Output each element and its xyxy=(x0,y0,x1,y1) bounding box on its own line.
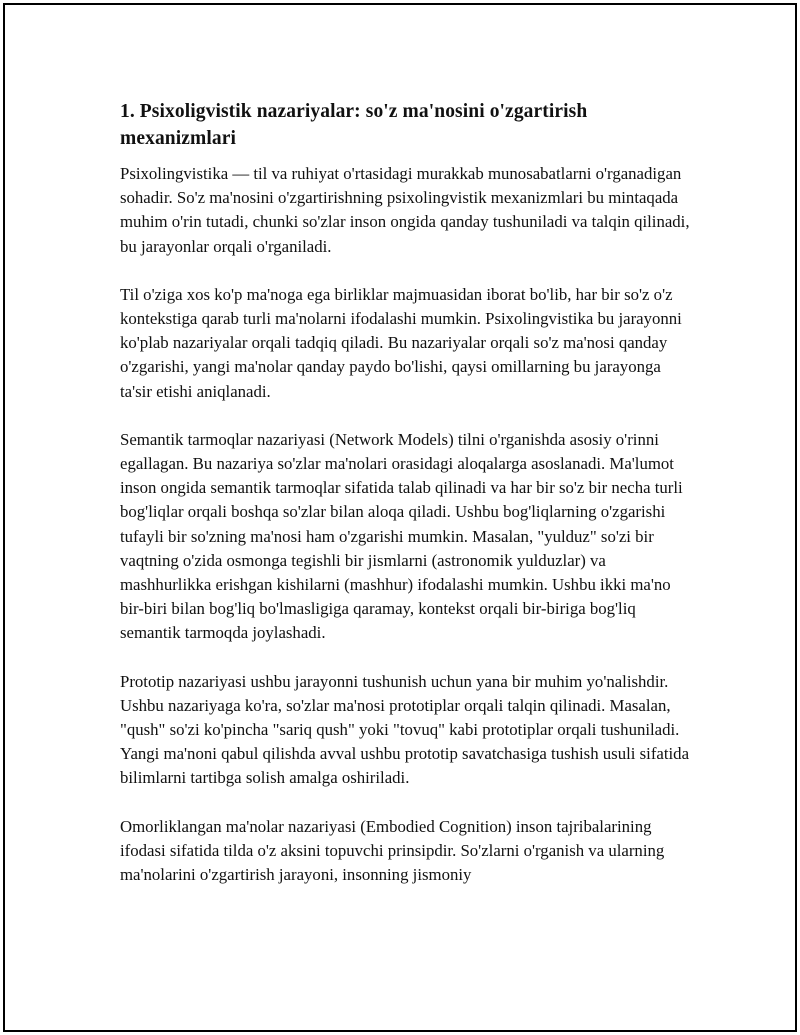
document-page xyxy=(3,3,797,1032)
section-heading: 1. Psixoligvistik nazariyalar: so'z ma'nosini o'zgartirish mexanizmlari xyxy=(120,101,588,149)
paragraph-psycholinguistics-intro: Psixolingvistika — til va ruhiyat o'rtasidagi murakkab munosabatlarni o'rganadigan sohadir. So'z ma'nosini o'zgartirishning psixolingvistik mexanizmlari bu mintaqada muhim o'rin tutadi, chunki so'zlar inson ongida qanday tushuniladi va talqin qilinadi, bu jarayonlar orqali o'rganiladi. xyxy=(120,164,690,256)
document-body xyxy=(120,98,690,911)
paragraph-prototype-theory: Prototip nazariyasi ushbu jarayonni tushunish uchun yana bir muhim yo'nalishdir. Ushbu nazariyaga ko'ra, so'zlar ma'nosi prototiplar orqali talqin qilinadi. Masalan, "qush" so'zi ko'pincha "sariq qush" yoki "tovuq" kabi prototiplar orqali tushuniladi. Yangi ma'noni qabul qilishda avval ushbu prototip savatchasiga tushish usuli sifatida bilimlarni tartibga solish amalga oshiriladi. xyxy=(120,671,690,788)
paragraph-embodied-cognition: Omorliklangan ma'nolar nazariyasi (Embodied Cognition) inson tajribalarining ifodasi sifatida tilda o'z aksini topuvchi prinsipdir. So'zlarni o'rganish va ularning ma'nolarini o'zgartirish jarayoni, insonning jismoniy xyxy=(120,816,665,885)
paragraph-polysemy: Til o'ziga xos ko'p ma'noga ega birliklar majmuasidan iborat bo'lib, har bir so'z o'z kontekstiga qarab turli ma'nolarni ifodalashi mumkin. Psixolingvistika bu jarayonni ko'plab nazariyalar orqali tadqiq qiladi. Bu nazariyalar orqali so'z ma'nosi qanday o'zgarishi, yangi ma'nolar qanday paydo bo'lishi, qaysi omillarning bu jarayonga ta'sir etishi aniqlanadi. xyxy=(120,284,682,401)
paragraph-semantic-networks: Semantik tarmoqlar nazariyasi (Network Models) tilni o'rganishda asosiy o'rinni egallagan. Bu nazariya so'zlar ma'nolari orasidagi aloqalarga asoslanadi. Ma'lumot inson ongida semantik tarmoqlar sifatida talab qilinadi va har bir so'z bir necha turli bog'liqlar orqali boshqa so'zlar bilan aloqa qiladi. Ushbu bog'liqlarning o'zgarishi tufayli bir so'zning ma'nosi ham o'zgarishi mumkin. Masalan, "yulduz" so'zi bir vaqtning o'zida osmonga tegishli bir jismlarni (astronomik yulduzlar) va mashhurlikka erishgan kishilarni (mashhur) ifodalashi mumkin. Ushbu ikki ma'no bir-biri bilan bog'liq bo'lmasligiga qaramay, kontekst orqali bir-biriga bog'liq semantik tarmoqda joylashadi. xyxy=(120,429,683,643)
